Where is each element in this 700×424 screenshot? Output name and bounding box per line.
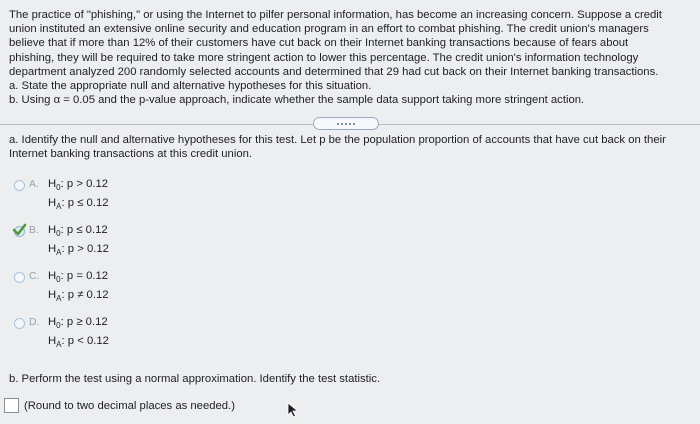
more-dots-icon (337, 123, 355, 125)
expand-button[interactable] (313, 117, 379, 130)
problem-statement (9, 8, 693, 107)
problem-line: b. Using α = 0.05 and the p-value approach, indicate whether the sample data support taking more stringent action. (9, 94, 585, 107)
option-letter: B. (29, 225, 39, 236)
radio-button[interactable] (14, 318, 25, 329)
option-letter: C. (29, 271, 40, 282)
null-hypothesis: $H_0$: p ≤ 0.12 (48, 224, 108, 238)
alt-hypothesis: $H_A$: p < 0.12 (48, 335, 109, 349)
option-letter: D. (29, 317, 40, 328)
option-d[interactable] (14, 316, 214, 356)
answer-input[interactable] (4, 398, 19, 413)
null-hypothesis: $H_0$: p > 0.12 (48, 178, 109, 192)
option-b[interactable] (14, 224, 214, 264)
problem-line: phishing, they will be required to take more stringent action to lower this percentage. The credit union's information technology (9, 51, 639, 64)
option-a[interactable] (14, 178, 214, 218)
null-hypothesis: $H_0$: p ≥ 0.12 (48, 316, 108, 330)
problem-line: department analyzed 200 randomly selected accounts and determined that 29 had cut back on their Internet banking transactions. (9, 65, 659, 78)
part-a-question (9, 133, 693, 161)
radio-button[interactable] (14, 272, 25, 283)
part-b-question: b. Perform the test using a normal approximation. Identify the test statistic. (9, 373, 381, 385)
checkmark-icon (11, 222, 27, 238)
alt-hypothesis: $H_A$: p > 0.12 (48, 243, 109, 257)
problem-line: The practice of "phishing," or using the Internet to pilfer personal information, has become an increasing concern. Suppose a credit (9, 9, 662, 21)
problem-line: a. State the appropriate null and alternative hypotheses for this situation. (9, 80, 372, 93)
option-c[interactable] (14, 270, 214, 310)
rounding-hint: (Round to two decimal places as needed.) (24, 400, 235, 412)
option-letter: A. (29, 179, 39, 190)
part-a-line: Internet banking transactions at this credit union. (9, 148, 253, 161)
radio-button[interactable] (14, 180, 25, 191)
alt-hypothesis: $H_A$: p ≤ 0.12 (48, 197, 109, 211)
problem-line: union instituted an extensive online security and education program in an effort to combat phishing. The credit union's managers (9, 23, 649, 36)
mouse-cursor-icon (287, 402, 299, 418)
null-hypothesis: $H_0$: p = 0.12 (48, 270, 109, 284)
problem-line: believe that if more than 12% of their customers have cut back on their Internet banking transactions because of fears about (9, 37, 629, 50)
alt-hypothesis: $H_A$: p ≠ 0.12 (48, 289, 109, 303)
part-a-line: a. Identify the null and alternative hypotheses for this test. Let p be the population proportion of accounts that have cut back on their (9, 134, 666, 146)
